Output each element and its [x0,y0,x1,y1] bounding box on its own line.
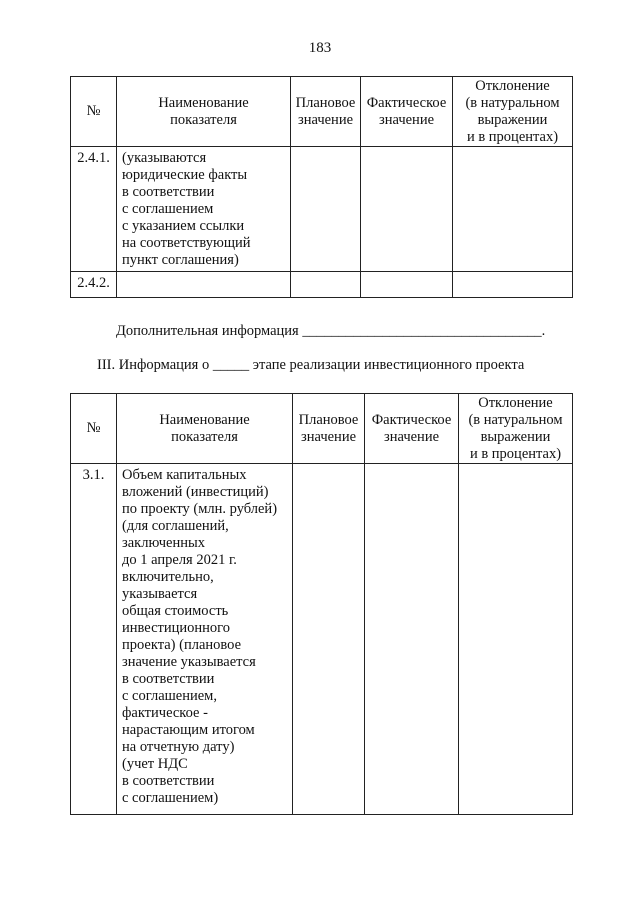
table-row [71,272,573,298]
row-number: 2.4.2. [71,272,117,298]
header-deviation: Отклонение (в натуральном выражении и в процентах) [453,77,573,147]
row-indicator-name: (указываются юридические факты в соответствии с соглашением с указанием ссылки на соответствующий пункт соглашения) [117,147,291,272]
row-indicator-name [117,272,291,298]
row-actual-cell [361,147,453,272]
header-number: № [71,394,117,464]
header-actual-value: Фактическое значение [365,394,459,464]
header-number: № [71,77,117,147]
page-number: 183 [308,40,332,56]
row-actual-cell [365,464,459,815]
row-number: 3.1. [71,464,117,815]
section-3-title: III. Информация о _____ этапе реализации инвестиционного проекта [97,357,525,373]
row-planned-cell [291,272,361,298]
indicators-table-3 [70,393,573,815]
row-planned-cell [293,464,365,815]
header-actual-value: Фактическое значение [361,77,453,147]
row-deviation-cell [453,272,573,298]
table-header-row [71,77,573,147]
row-deviation-cell [453,147,573,272]
table-header-row [71,394,573,464]
header-indicator-name: Наименование показателя [117,77,291,147]
header-indicator-name: Наименование показателя [117,394,293,464]
indicators-table-2-4 [70,76,573,298]
table-row [71,464,573,815]
row-deviation-cell [459,464,573,815]
row-planned-cell [291,147,361,272]
header-planned-value: Плановое значение [291,77,361,147]
row-indicator-name: Объем капитальных вложений (инвестиций) по проекту (млн. рублей) (для соглашений, заключенных до 1 апреля 2021 г. включительно, указывается общая стоимость инвестиционного проекта) (плановое значение указывается в соответствии с соглашением, фактическое - нарастающим итогом на отчетную дату) (учет НДС в соответствии с соглашением) [117,464,293,815]
header-deviation: Отклонение (в натуральном выражении и в процентах) [459,394,573,464]
row-number: 2.4.1. [71,147,117,272]
table-row [71,147,573,272]
additional-info-line: Дополнительная информация _________________________________. [116,323,546,339]
header-planned-value: Плановое значение [293,394,365,464]
row-actual-cell [361,272,453,298]
